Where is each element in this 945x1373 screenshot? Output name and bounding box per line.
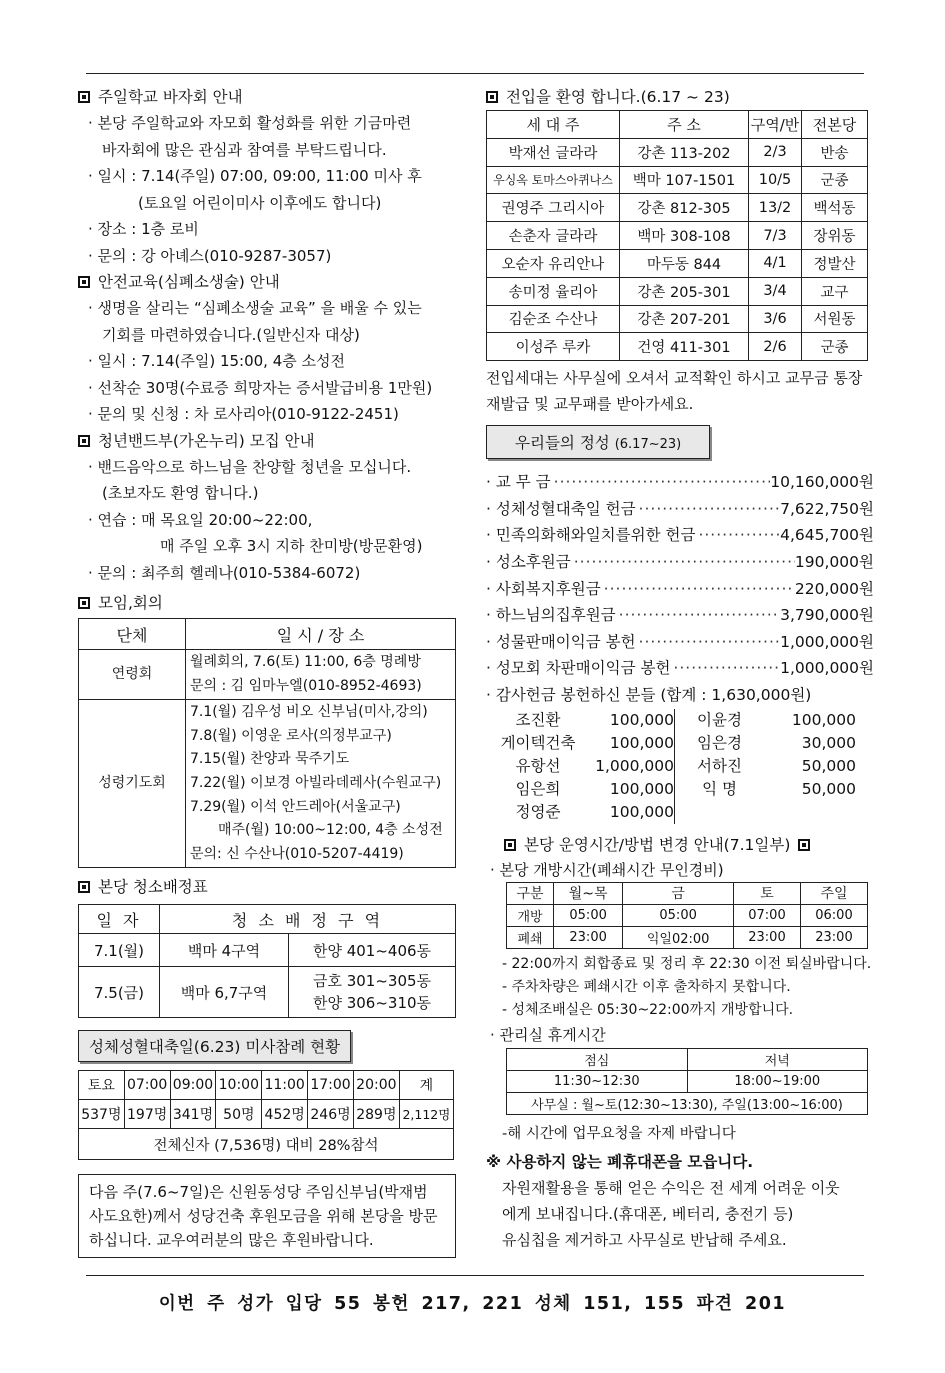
mass-header-cell: 20:00	[353, 1071, 399, 1100]
mass-count-cell: 452명	[262, 1100, 308, 1129]
meeting-group: 성령기도회	[79, 700, 186, 868]
welcome-header-cell: 세 대 주	[487, 111, 620, 139]
band-line: 매 주일 오후 3시 지하 찬미방(방문환영)	[160, 537, 423, 555]
mass-count-cell: 341명	[170, 1100, 216, 1129]
meeting-group: 연령회	[79, 650, 186, 700]
meeting-detail: 월례회의, 7.6(토) 11:00, 6층 명례방 문의 : 김 임마누엘(010-8952-4693)	[186, 650, 456, 700]
open-hours-label: · 본당 개방시간(폐쇄시간 무인경비)	[490, 860, 724, 879]
mass-header-cell: 11:00	[262, 1071, 308, 1100]
cleaning-heading: 본당 청소배정표	[78, 874, 458, 900]
mass-count-cell: 2,112명	[399, 1100, 453, 1129]
hours-notes: - 22:00까지 회합종료 및 정리 후 22:30 이전 퇴실바랍니다. - 주차차량은 폐쇄시간 이후 출차하지 못합니다. - 성체조배실은 05:30~22:00까지 개방합니다.	[502, 955, 872, 1018]
mass-header-cell: 계	[399, 1071, 453, 1100]
phones-heading: ※ 사용하지 않는 폐휴대폰을 모읍니다.	[486, 1152, 754, 1171]
table-row	[79, 1100, 454, 1129]
welcome-header-cell: 주 소	[620, 111, 749, 139]
offering-item: · 성소후원금 ····· 190,000원	[486, 549, 874, 576]
offering-item: · 성물판매이익금 봉헌 ····· 1,000,000원	[486, 629, 874, 656]
sunday-school-line: · 문의 : 강 아녜스(010-9287-3057)	[88, 246, 332, 265]
square-bullet-icon	[78, 881, 90, 893]
open-hours-table	[506, 882, 868, 949]
offering-item: · 사회복지후원금 ····· 220,000원	[486, 576, 874, 603]
mass-title: 성체성혈대축일(6.23) 미사참례 현황	[78, 1030, 351, 1062]
band-heading: 청년밴드부(가온누리) 모집 안내	[78, 428, 458, 454]
top-rule	[86, 73, 864, 74]
table-row: 송미정 율리아 강촌 205-301 3/4 교구	[487, 277, 868, 305]
hymn-footer: 이번 주 성가 입당 55 봉헌 217, 221 성체 151, 155 파견 201	[158, 1294, 787, 1314]
bottom-rule	[86, 1275, 864, 1276]
mass-header-cell: 10:00	[216, 1071, 262, 1100]
meetings-heading: 모임,회의	[78, 590, 458, 616]
safety-line: · 일시 : 7.14(주일) 15:00, 4층 소성전	[88, 352, 345, 370]
offerings-title-box	[486, 425, 874, 459]
square-bullet-icon	[486, 91, 498, 103]
cleaning-header-area: 청 소 배 정 구 역	[160, 905, 456, 934]
mass-count-cell: 50명	[216, 1100, 262, 1129]
table-row: 구분 월~목 금 토 주일	[507, 882, 868, 904]
offerings-title: 우리들의 정성 (6.17~23)	[486, 425, 710, 459]
table-row: 김순조 수산나 강촌 207-201 3/6 서원동	[487, 305, 868, 333]
phones-body: 자원재활용을 통해 얻은 수익은 전 세계 어려운 이웃 에게 보내집니다.(휴대폰, 베터리, 충전기 등) 유심칩을 제거하고 사무실로 반납해 주세요.	[502, 1178, 840, 1249]
left-column	[78, 84, 458, 1258]
cleaning-area: 백마 4구역	[160, 934, 289, 967]
table-row: 손춘자 글라라 백마 308-108 7/3 장위동	[487, 222, 868, 250]
welcome-heading: 전입을 환영 합니다.(6.17 ~ 23)	[486, 84, 874, 110]
square-bullet-icon	[78, 435, 90, 447]
offering-item: · 하느님의집후원금 ····· 3,790,000원	[486, 602, 874, 629]
mass-count-cell: 197명	[124, 1100, 170, 1129]
sunday-school-line: (토요일 어린이미사 이후에도 합니다)	[138, 193, 382, 212]
mass-header-cell: 토요	[79, 1071, 125, 1100]
welcome-table	[486, 110, 868, 361]
mass-header-cell: 17:00	[308, 1071, 354, 1100]
meetings-header-group: 단체	[79, 619, 186, 650]
table-row: 권영주 그리시아 강촌 812-305 13/2 백석동	[487, 194, 868, 222]
table-row: 11:30~12:30 18:00~19:00	[507, 1070, 868, 1092]
square-bullet-icon	[78, 276, 90, 288]
welcome-header-cell: 구역/반	[749, 111, 802, 139]
offering-item: · 민족의화해와일치를위한 헌금 ····· 4,645,700원	[486, 522, 874, 549]
table-row: 폐쇄 23:00 익일02:00 23:00 23:00	[507, 926, 868, 948]
square-bullet-icon	[78, 597, 90, 609]
sunday-school-line: · 본당 주일학교와 자모회 활성화를 위한 기금마련	[88, 114, 412, 132]
sunday-school-line: · 일시 : 7.14(주일) 07:00, 09:00, 11:00 미사 후	[88, 167, 422, 185]
sunday-school-line: · 장소 : 1층 로비	[88, 220, 199, 238]
table-row	[79, 700, 456, 868]
welcome-header-cell: 전본당	[802, 111, 868, 139]
right-column	[486, 84, 874, 1253]
offering-item: · 교 무 금 ····· 10,160,000원	[486, 469, 874, 496]
hours-heading: 본당 운영시간/방법 변경 안내(7.1일부)	[486, 832, 874, 858]
table-row	[79, 967, 456, 1018]
table-row	[79, 1129, 454, 1160]
cleaning-area: 백마 6,7구역	[160, 967, 289, 1018]
safety-heading: 안전교육(심폐소생술) 안내	[78, 269, 458, 295]
mass-header-cell: 07:00	[124, 1071, 170, 1100]
square-bullet-icon	[504, 839, 516, 851]
table-row	[79, 650, 456, 700]
work-request-note: -해 시간에 업무요청을 자제 바랍니다	[502, 1125, 736, 1142]
meeting-detail: 7.1(월) 김우성 비오 신부님(미사,강의) 7.8(월) 이영운 로사(의정부교구) 7.15(월) 찬양과 묵주기도 7.22(월) 이보경 아빌라데레사(수원교구) 7.29(월) 이석 안드레아(서울교구) 매주(월) 10:00~12:00, 4층 소성전 문의: 신 수산나(010-5207-4419)	[186, 700, 456, 868]
band-line: · 연습 : 매 목요일 20:00~22:00,	[88, 510, 313, 529]
sunday-school-heading: 주일학교 바자회 안내	[78, 84, 458, 110]
thanks-offering-total: · 감사헌금 봉헌하신 분들 (합계 : 1,630,000원)	[486, 685, 812, 704]
square-bullet-icon	[78, 91, 90, 103]
band-line: · 밴드음악으로 하느님을 찬양할 청년을 모십니다.	[88, 457, 412, 476]
meetings-table	[78, 618, 456, 868]
safety-line: 기회를 마련하였습니다.(일반신자 대상)	[102, 325, 360, 344]
table-row: 오순자 유리안나 마두동 844 4/1 정발산	[487, 249, 868, 277]
square-bullet-icon	[798, 839, 810, 851]
offering-item: · 성체성혈대축일 헌금 ····· 7,622,750원	[486, 496, 874, 523]
table-row	[79, 934, 456, 967]
cleaning-table	[78, 904, 456, 1018]
offering-item: · 성모회 차판매이익금 봉헌 ····· 1,000,000원	[486, 655, 874, 682]
cleaning-header-date: 일 자	[79, 905, 160, 934]
table-row: 점심 저녁	[507, 1048, 868, 1070]
table-row: 이성주 루카 건영 411-301 2/6 군종	[487, 333, 868, 361]
sunday-school-line: 바자회에 많은 관심과 참여를 부탁드립니다.	[102, 140, 387, 159]
table-row	[79, 1071, 454, 1100]
mass-count-cell: 246명	[308, 1100, 354, 1129]
cleaning-date: 7.1(월)	[79, 934, 160, 967]
welcome-note: 전입세대는 사무실에 오셔서 교적확인 하시고 교무금 통장 재발급 및 교무패를 받아가세요.	[486, 369, 863, 414]
safety-line: · 생명을 살리는 “심폐소생술 교육” 을 배울 수 있는	[88, 299, 422, 317]
donor-list: 조진환 100,000 이윤경 100,000 게이텍건축 100,000 임은경 30,000 유항선 1,000,000 서하진 50,000 임은희 100,000 익 명 50,000 정영준 100,000	[490, 709, 874, 824]
safety-line: · 선착순 30명(수료증 희망자는 증서발급비용 1만원)	[88, 378, 433, 397]
cleaning-date: 7.5(금)	[79, 967, 160, 1018]
rest-hours-label: · 관리실 휴게시간	[490, 1025, 606, 1044]
rest-hours-table	[506, 1048, 868, 1115]
mass-count-cell: 537명	[79, 1100, 125, 1129]
table-row: 개방 05:00 05:00 07:00 06:00	[507, 904, 868, 926]
visit-notice: 다음 주(7.6~7일)은 신원동성당 주임신부님(박재범 사도요한)께서 성당건축 후원모금을 위해 본당을 방문하십니다. 교우여러분의 많은 후원바랍니다.	[78, 1174, 456, 1258]
mass-summary: 전체신자 (7,536명) 대비 28%참석	[79, 1129, 454, 1160]
table-row: 우싱옥 토마스아퀴나스 백마 107-1501 10/5 군종	[487, 166, 868, 194]
band-line: · 문의 : 최주희 헬레나(010-5384-6072)	[88, 563, 361, 582]
band-line: (초보자도 환영 합니다.)	[102, 484, 259, 502]
table-row: 사무실 : 월~토(12:30~13:30), 주일(13:00~16:00)	[507, 1092, 868, 1114]
cleaning-detail: 한양 401~406동	[289, 934, 456, 967]
mass-attendance-table	[78, 1070, 454, 1160]
meetings-header-schedule: 일 시 / 장 소	[186, 619, 456, 650]
table-row: 박재선 글라라 강촌 113-202 2/3 반송	[487, 138, 868, 166]
mass-title-box	[78, 1030, 458, 1062]
mass-header-cell: 09:00	[170, 1071, 216, 1100]
safety-line: · 문의 및 신청 : 차 로사리아(010-9122-2451)	[88, 405, 399, 423]
cleaning-detail: 금호 301~305동 한양 306~310동	[289, 967, 456, 1018]
mass-count-cell: 289명	[353, 1100, 399, 1129]
